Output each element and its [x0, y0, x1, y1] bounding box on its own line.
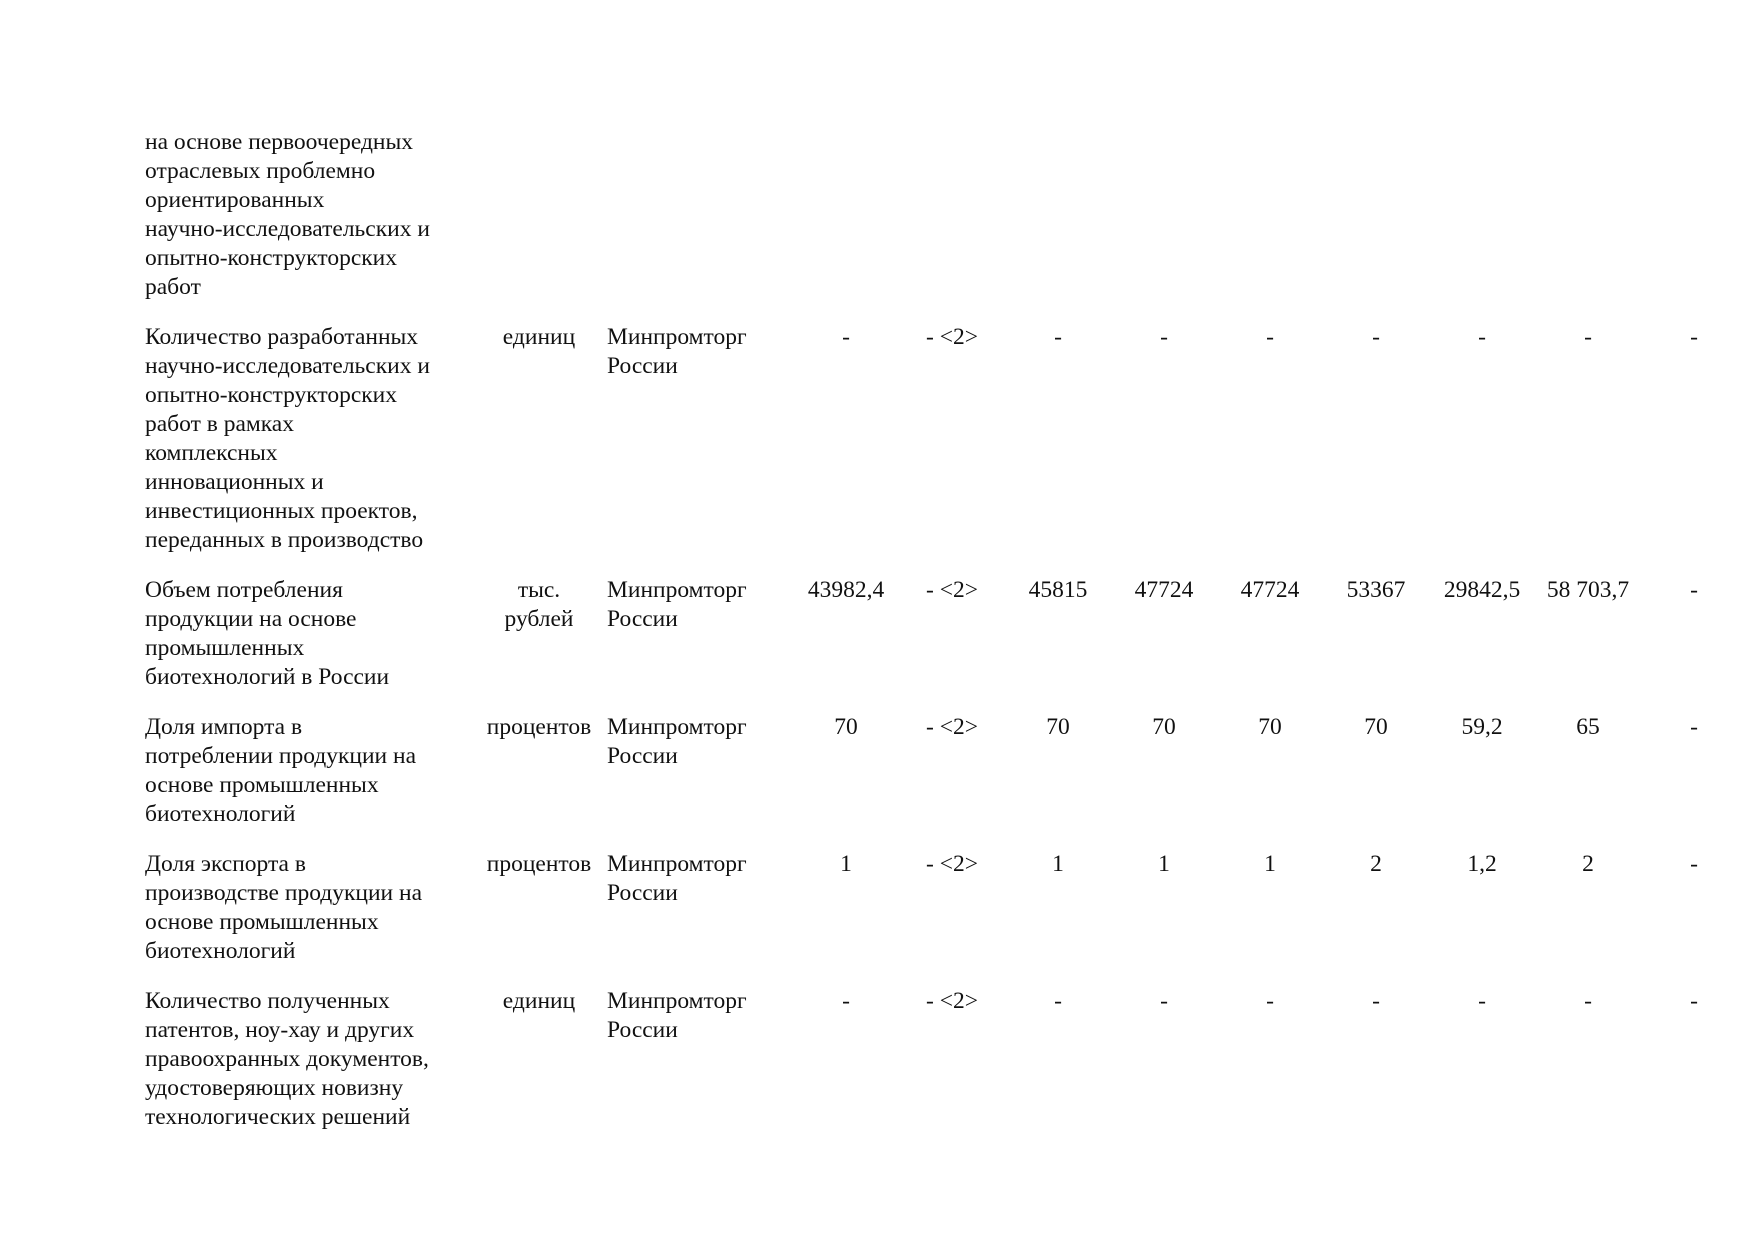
indicator-value: 2	[1370, 851, 1382, 877]
indicator-value	[1429, 128, 1535, 323]
indicator-value	[1005, 128, 1111, 323]
indicator-value: -	[1584, 988, 1592, 1014]
indicator-value: 70	[1364, 714, 1388, 740]
indicator-value: -	[1690, 851, 1698, 877]
indicator-value: -	[842, 324, 850, 350]
indicator-value: -	[1478, 324, 1486, 350]
table-row	[145, 713, 1747, 850]
indicator-value: 70	[1258, 714, 1282, 740]
indicator-value: 70	[1152, 714, 1176, 740]
indicator-value: 45815	[1028, 577, 1088, 603]
indicator-responsible: Минпромторг России	[607, 851, 747, 906]
indicator-value: 53367	[1346, 577, 1406, 603]
indicator-value	[1111, 128, 1217, 323]
indicator-value: -	[1478, 988, 1486, 1014]
indicator-value: - <2>	[926, 324, 978, 350]
table-row	[145, 850, 1747, 987]
indicator-value: -	[1690, 324, 1698, 350]
table-row	[145, 576, 1747, 713]
indicator-value: 1	[1052, 851, 1064, 877]
table-row	[145, 128, 1747, 323]
indicator-responsible: Минпромторг России	[607, 988, 747, 1043]
indicator-value	[1323, 128, 1429, 323]
indicator-value: 47724	[1134, 577, 1194, 603]
indicator-value	[1535, 128, 1641, 323]
indicator-value: 47724	[1240, 577, 1300, 603]
indicator-unit: единиц	[502, 988, 576, 1014]
indicator-responsible: Минпромторг России	[607, 577, 747, 632]
indicator-value: -	[1160, 988, 1168, 1014]
indicator-name: Количество разработанных научно-исследовательских и опытно-конструкторских работ в рамках комплексных инновационных и инвестиционных проектов, переданных в производство	[145, 324, 430, 553]
indicator-value: 1,2	[1467, 851, 1497, 877]
indicator-value: 65	[1576, 714, 1600, 740]
indicator-value: 1	[1158, 851, 1170, 877]
indicator-value: -	[1160, 324, 1168, 350]
indicator-responsible	[607, 128, 793, 323]
indicator-value	[899, 128, 1005, 323]
indicator-value: -	[842, 988, 850, 1014]
indicator-name: Количество полученных патентов, ноу-хау и других правоохранных документов, удостоверяющих новизну технологических решений	[145, 988, 429, 1130]
indicator-unit	[471, 128, 607, 323]
indicator-value: 29842,5	[1443, 577, 1521, 603]
indicator-value	[1217, 128, 1323, 323]
indicator-value: -	[1266, 324, 1274, 350]
indicator-value	[793, 128, 899, 323]
indicator-value: 59,2	[1461, 714, 1503, 740]
indicator-value: 43982,4	[807, 577, 885, 603]
indicator-responsible: Минпромторг России	[607, 714, 747, 769]
table-row	[145, 987, 1747, 1132]
indicator-value: -	[1584, 324, 1592, 350]
indicators-table-body	[145, 128, 1747, 1132]
indicator-value: - <2>	[926, 988, 978, 1014]
indicator-responsible: Минпромторг России	[607, 324, 747, 379]
indicator-value: - <2>	[926, 851, 978, 877]
indicator-unit: единиц	[502, 324, 576, 350]
indicator-value: - <2>	[926, 714, 978, 740]
indicator-value: -	[1690, 577, 1698, 603]
indicator-value: -	[1372, 988, 1380, 1014]
indicator-unit: процентов	[486, 851, 592, 877]
indicator-unit: процентов	[486, 714, 592, 740]
indicator-unit: тыс. рублей	[504, 577, 574, 632]
indicator-name: на основе первоочередных отраслевых проблемно ориентированных научно-исследовательских и опытно-конструкторских работ	[145, 129, 430, 300]
indicator-value: 1	[840, 851, 852, 877]
indicator-value: -	[1054, 988, 1062, 1014]
indicator-value: -	[1690, 714, 1698, 740]
indicator-value: 70	[1046, 714, 1070, 740]
indicator-name: Доля импорта в потреблении продукции на основе промышленных биотехнологий	[145, 714, 417, 827]
indicator-name: Доля экспорта в производстве продукции на основе промышленных биотехнологий	[145, 851, 422, 964]
table-row	[145, 323, 1747, 576]
indicator-value: -	[1054, 324, 1062, 350]
indicator-value: -	[1266, 988, 1274, 1014]
indicator-value: 58 703,7	[1546, 577, 1630, 603]
indicator-value: 2	[1582, 851, 1594, 877]
indicator-value	[1641, 128, 1747, 323]
indicator-value: -	[1690, 988, 1698, 1014]
indicator-value: - <2>	[926, 577, 978, 603]
indicator-value: 70	[834, 714, 858, 740]
indicator-value: -	[1372, 324, 1380, 350]
indicator-value: 1	[1264, 851, 1276, 877]
indicators-table	[145, 128, 1747, 1132]
indicator-name: Объем потребления продукции на основе промышленных биотехнологий в России	[145, 577, 390, 690]
